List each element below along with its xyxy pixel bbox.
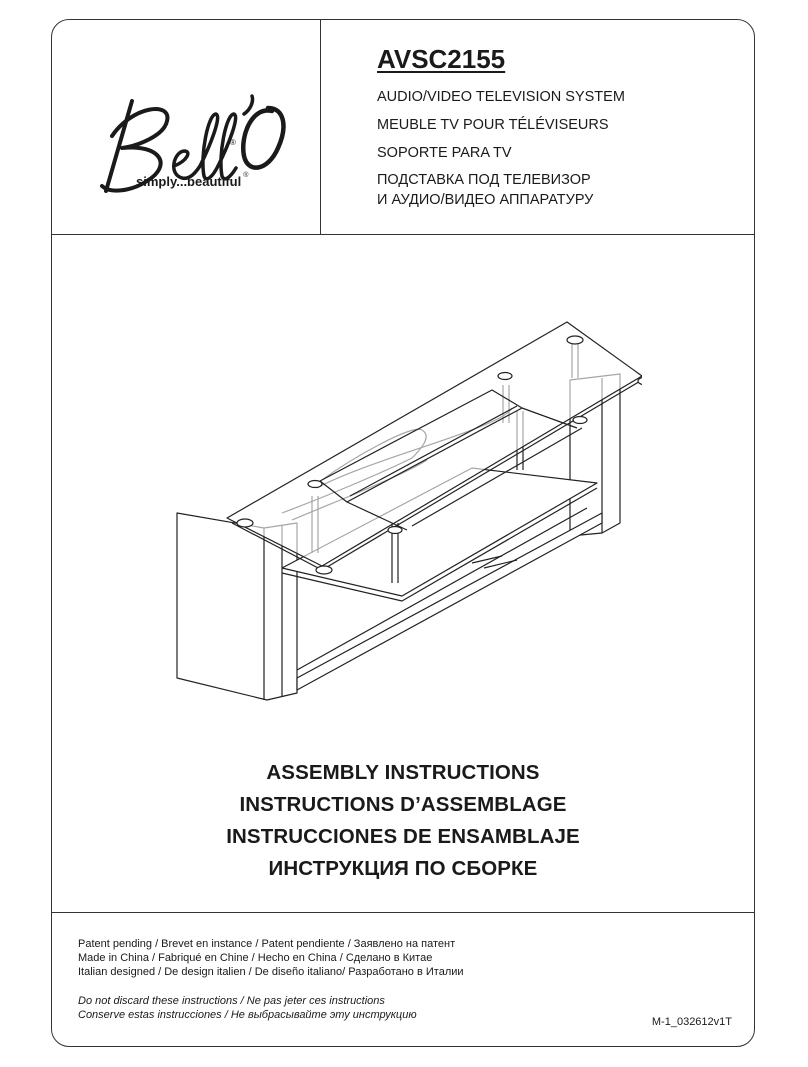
model-number: AVSC2155 [377,44,506,74]
footer-line: Made in China / Fabriqué en Chine / Hecho en China / Сделано в Китае [78,952,433,964]
title-english: ASSEMBLY INSTRUCTIONS [266,761,540,784]
assembly-titles [52,757,754,885]
brand-tagline [136,172,248,189]
footer-note: Conserve estas instrucciones / Не выбрасывайте эту инструкцию [78,1009,417,1021]
footer-note: Do not discard these instructions / Ne pas jeter ces instructions [78,995,385,1007]
footer-divider [52,912,754,913]
footer-line: Italian designed / De design italien / De diseño italiano/ Разработано в Италии [78,966,464,978]
tv-stand-illustration [172,298,642,708]
page-frame [51,19,755,1047]
tagline-text: simply...beautiful [136,174,242,189]
title-russian: ИНСТРУКЦИЯ ПО СБОРКЕ [268,857,538,880]
description-line: ПОДСТАВКА ПОД ТЕЛЕВИЗОР [377,172,591,188]
description-line: AUDIO/VIDEO TELEVISION SYSTEM [377,89,625,105]
title-spanish: INSTRUCCIONES DE ENSAMBLAJE [226,825,580,848]
tagline-registered-mark: ® [243,172,249,179]
description-line: И АУДИО/ВИДЕО АППАРАТУРУ [377,192,594,208]
header-divider [52,234,754,235]
title-french: INSTRUCTIONS D’ASSEMBLAGE [239,793,567,816]
header-vertical-divider [320,20,321,234]
description-line: SOPORTE PARA TV [377,145,512,161]
registered-mark: ® [230,138,236,147]
document-code: M-1_032612v1T [651,1016,732,1028]
description-line: MEUBLE TV POUR TÉLÉVISEURS [377,117,609,133]
footer-line: Patent pending / Brevet en instance / Patent pendiente / Заявлено на патент [78,938,456,950]
